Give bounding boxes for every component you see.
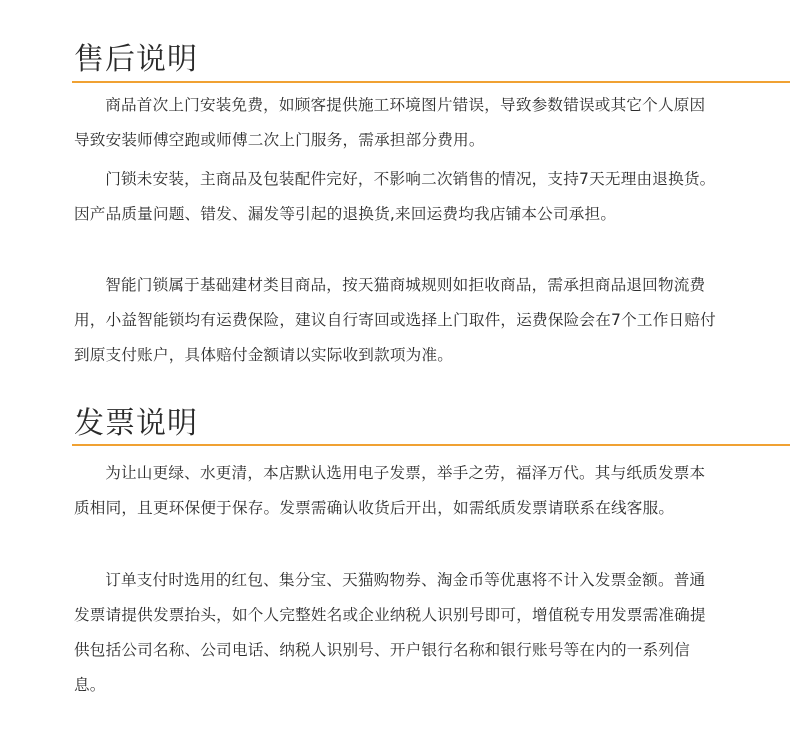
after-sales-paragraph-installation: 商品首次上门安装免费，如顾客提供施工环境图片错误，导致参数错误或其它个人原因导致安装师傅空跑或师傅二次上门服务，需承担部分费用。 [74, 96, 706, 149]
invoice-title: 发票说明 [74, 406, 198, 441]
invoice-paragraph-electronic: 为让山更绿、水更清，本店默认选用电子发票，举手之劳，福泽万代。其与纸质发票本质相同，且更环保便于保存。发票需确认收货后开出，如需纸质发票请联系在线客服。 [74, 464, 706, 517]
after-sales-title: 售后说明 [74, 42, 198, 77]
invoice-paragraph-details: 订单支付时选用的红包、集分宝、天猫购物券、淘金币等优惠将不计入发票金额。普通发票请提供发票抬头，如个人完整姓名或企业纳税人识别号即可，增值税专用发票需准确提供包括公司名称、公司电话、纳税人识别号、开户银行名称和银行账号等在内的一系列信息。 [74, 571, 706, 694]
after-sales-paragraph-returns: 门锁未安装，主商品及包装配件完好，不影响二次销售的情况，支持7天无理由退换货。因产品质量问题、错发、漏发等引起的退换货,来回运费均我店铺本公司承担。 [74, 170, 716, 223]
after-sales-paragraph-shipping: 智能门锁属于基础建材类目商品，按天猫商城规则如拒收商品，需承担商品退回物流费用，小益智能锁均有运费保险，建议自行寄回或选择上门取件，运费保险会在7个工作日赔付到原支付账户，具体赔付金额请以实际收到款项为准。 [74, 276, 716, 364]
invoice-divider [72, 444, 790, 446]
after-sales-divider [72, 81, 790, 83]
